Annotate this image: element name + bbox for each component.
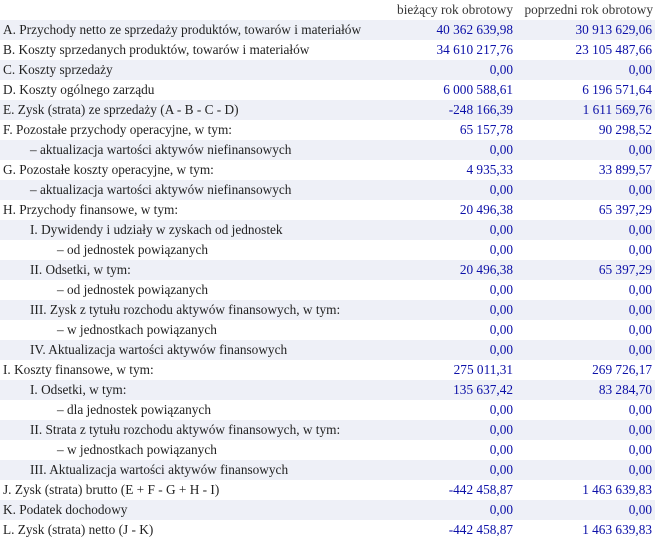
current-year-value: 4 935,33 bbox=[383, 160, 515, 180]
table-row bbox=[0, 500, 655, 520]
row-label: C. Koszty sprzedaży bbox=[0, 60, 383, 80]
current-year-value: 0,00 bbox=[383, 400, 515, 420]
header-row bbox=[0, 0, 655, 20]
table-row bbox=[0, 420, 655, 440]
previous-year-value: 23 105 487,66 bbox=[515, 40, 655, 60]
row-label: E. Zysk (strata) ze sprzedaży (A - B - C - D) bbox=[0, 100, 383, 120]
previous-year-value: 0,00 bbox=[515, 60, 655, 80]
row-label: – dla jednostek powiązanych bbox=[0, 400, 383, 420]
row-label: B. Koszty sprzedanych produktów, towarów i materiałów bbox=[0, 40, 383, 60]
previous-year-value: 0,00 bbox=[515, 220, 655, 240]
row-label: IV. Aktualizacja wartości aktywów finansowych bbox=[0, 340, 383, 360]
current-year-value: 20 496,38 bbox=[383, 200, 515, 220]
table-row bbox=[0, 220, 655, 240]
row-label: III. Aktualizacja wartości aktywów finansowych bbox=[0, 460, 383, 480]
previous-year-value: 83 284,70 bbox=[515, 380, 655, 400]
row-label: K. Podatek dochodowy bbox=[0, 500, 383, 520]
row-label: I. Odsetki, w tym: bbox=[0, 380, 383, 400]
row-label: II. Odsetki, w tym: bbox=[0, 260, 383, 280]
previous-year-value: 0,00 bbox=[515, 500, 655, 520]
previous-year-value: 90 298,52 bbox=[515, 120, 655, 140]
table-row bbox=[0, 400, 655, 420]
row-label: A. Przychody netto ze sprzedaży produktów, towarów i materiałów bbox=[0, 20, 383, 40]
table-row bbox=[0, 360, 655, 380]
row-label: I. Dywidendy i udziały w zyskach od jednostek bbox=[0, 220, 383, 240]
previous-year-value: 1 463 639,83 bbox=[515, 480, 655, 500]
current-year-value: 0,00 bbox=[383, 140, 515, 160]
previous-year-value: 0,00 bbox=[515, 420, 655, 440]
table-row bbox=[0, 320, 655, 340]
current-year-value: 135 637,42 bbox=[383, 380, 515, 400]
current-year-value: 0,00 bbox=[383, 240, 515, 260]
row-label: III. Zysk z tytułu rozchodu aktywów finansowych, w tym: bbox=[0, 300, 383, 320]
table-row bbox=[0, 80, 655, 100]
row-label: – od jednostek powiązanych bbox=[0, 240, 383, 260]
current-year-header: bieżący rok obrotowy bbox=[383, 0, 515, 20]
table-row bbox=[0, 380, 655, 400]
previous-year-value: 30 913 629,06 bbox=[515, 20, 655, 40]
row-label: – aktualizacja wartości aktywów niefinansowych bbox=[0, 180, 383, 200]
previous-year-value: 0,00 bbox=[515, 320, 655, 340]
previous-year-header: poprzedni rok obrotowy bbox=[515, 0, 655, 20]
previous-year-value: 0,00 bbox=[515, 140, 655, 160]
table-row bbox=[0, 240, 655, 260]
previous-year-value: 0,00 bbox=[515, 280, 655, 300]
current-year-value: 0,00 bbox=[383, 440, 515, 460]
current-year-value: 65 157,78 bbox=[383, 120, 515, 140]
table-row bbox=[0, 520, 655, 540]
current-year-value: 0,00 bbox=[383, 420, 515, 440]
previous-year-value: 0,00 bbox=[515, 340, 655, 360]
row-label: – w jednostkach powiązanych bbox=[0, 320, 383, 340]
current-year-value: 34 610 217,76 bbox=[383, 40, 515, 60]
table-row bbox=[0, 280, 655, 300]
previous-year-value: 1 611 569,76 bbox=[515, 100, 655, 120]
table-row bbox=[0, 100, 655, 120]
current-year-value: -248 166,39 bbox=[383, 100, 515, 120]
current-year-value: 0,00 bbox=[383, 500, 515, 520]
label-column-header bbox=[0, 0, 383, 20]
table-row bbox=[0, 260, 655, 280]
table-row bbox=[0, 460, 655, 480]
row-label: – od jednostek powiązanych bbox=[0, 280, 383, 300]
table-row bbox=[0, 160, 655, 180]
current-year-value: 0,00 bbox=[383, 320, 515, 340]
current-year-value: 20 496,38 bbox=[383, 260, 515, 280]
row-label: H. Przychody finansowe, w tym: bbox=[0, 200, 383, 220]
row-label: D. Koszty ogólnego zarządu bbox=[0, 80, 383, 100]
current-year-value: 0,00 bbox=[383, 180, 515, 200]
current-year-value: -442 458,87 bbox=[383, 480, 515, 500]
previous-year-value: 269 726,17 bbox=[515, 360, 655, 380]
previous-year-value: 0,00 bbox=[515, 440, 655, 460]
current-year-value: 0,00 bbox=[383, 340, 515, 360]
table-row bbox=[0, 340, 655, 360]
previous-year-value: 1 463 639,83 bbox=[515, 520, 655, 540]
current-year-value: 6 000 588,61 bbox=[383, 80, 515, 100]
row-label: G. Pozostałe koszty operacyjne, w tym: bbox=[0, 160, 383, 180]
previous-year-value: 33 899,57 bbox=[515, 160, 655, 180]
table-row bbox=[0, 20, 655, 40]
table-row bbox=[0, 180, 655, 200]
previous-year-value: 65 397,29 bbox=[515, 200, 655, 220]
row-label: J. Zysk (strata) brutto (E + F - G + H - I) bbox=[0, 480, 383, 500]
row-label: I. Koszty finansowe, w tym: bbox=[0, 360, 383, 380]
row-label: L. Zysk (strata) netto (J - K) bbox=[0, 520, 383, 540]
row-label: – w jednostkach powiązanych bbox=[0, 440, 383, 460]
previous-year-value: 65 397,29 bbox=[515, 260, 655, 280]
current-year-value: 0,00 bbox=[383, 460, 515, 480]
previous-year-value: 0,00 bbox=[515, 460, 655, 480]
previous-year-value: 0,00 bbox=[515, 240, 655, 260]
previous-year-value: 0,00 bbox=[515, 300, 655, 320]
current-year-value: 40 362 639,98 bbox=[383, 20, 515, 40]
table-row bbox=[0, 120, 655, 140]
table-row bbox=[0, 60, 655, 80]
row-label: – aktualizacja wartości aktywów niefinansowych bbox=[0, 140, 383, 160]
table-row bbox=[0, 40, 655, 60]
table-row bbox=[0, 440, 655, 460]
row-label: F. Pozostałe przychody operacyjne, w tym: bbox=[0, 120, 383, 140]
table-row bbox=[0, 300, 655, 320]
previous-year-value: 6 196 571,64 bbox=[515, 80, 655, 100]
table-row bbox=[0, 140, 655, 160]
table-row bbox=[0, 480, 655, 500]
previous-year-value: 0,00 bbox=[515, 400, 655, 420]
current-year-value: 0,00 bbox=[383, 300, 515, 320]
current-year-value: 0,00 bbox=[383, 280, 515, 300]
table-row bbox=[0, 200, 655, 220]
current-year-value: 275 011,31 bbox=[383, 360, 515, 380]
current-year-value: 0,00 bbox=[383, 220, 515, 240]
current-year-value: 0,00 bbox=[383, 60, 515, 80]
row-label: II. Strata z tytułu rozchodu aktywów finansowych, w tym: bbox=[0, 420, 383, 440]
previous-year-value: 0,00 bbox=[515, 180, 655, 200]
current-year-value: -442 458,87 bbox=[383, 520, 515, 540]
